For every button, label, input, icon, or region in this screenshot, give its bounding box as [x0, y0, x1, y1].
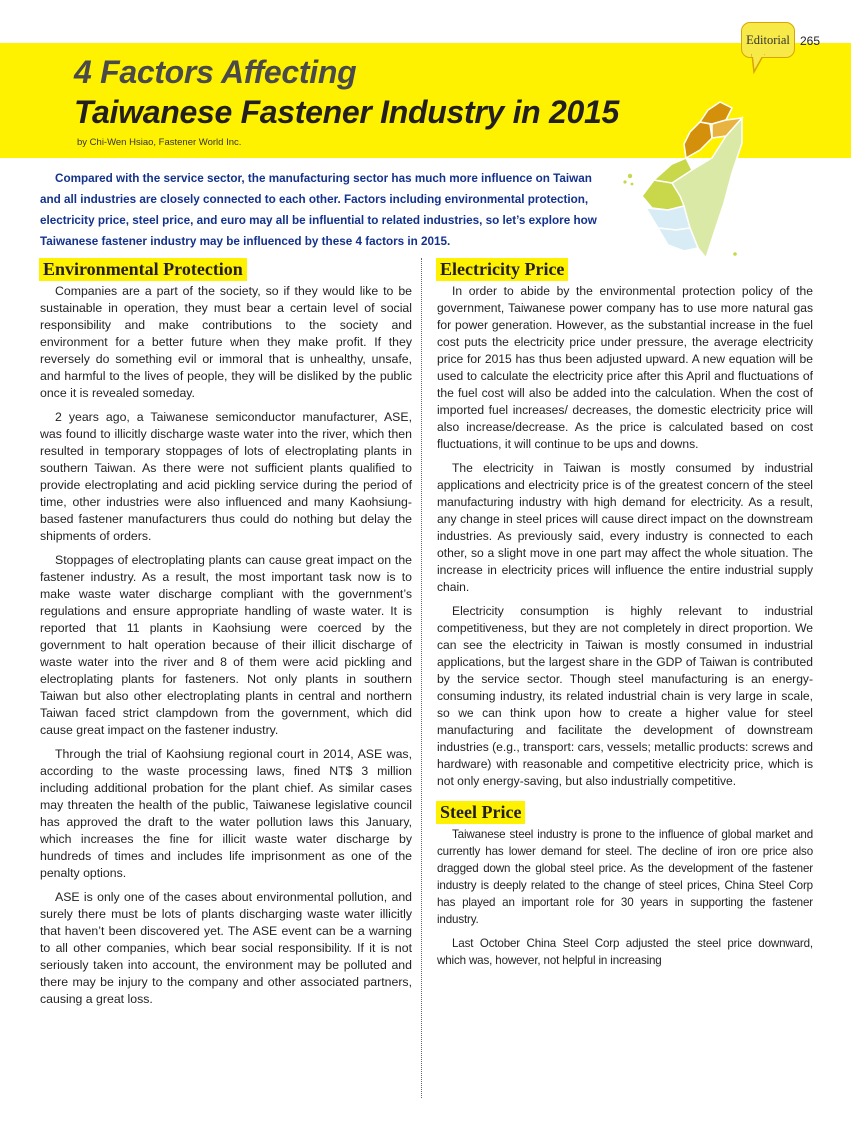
page-number: 265: [800, 34, 821, 48]
column-divider: [421, 258, 422, 1098]
heading-steel-price: Steel Price: [436, 801, 525, 824]
speech-tail-icon: [750, 54, 770, 74]
steel-paragraph-1: Taiwanese steel industry is prone to the influence of global market and currently has lower demand for steel. The decline of iron ore price also dragged down the global steel price. As the development of the fastener industry is deeply related to the change of steel prices, China Steel Corp has played an important role for 30 years in supporting the fastener industry.: [437, 828, 813, 926]
elec-paragraph-3: Electricity consumption is highly relevant to industrial competitiveness, but they are not completely in direct proportion. We can see the electricity in Taiwan is mostly consumed in industrial applications, but the largest share in the GDP of Taiwan is contributed by the service sector. Though steel manufacturing is an energy-consuming industry, its related industrial chain is very large in scale, so we can think upon how to create a higher value for steel manufacturing and facilitate the development of downstream industries (e.g., transport: cars, vessels; metallic products: screws and hardware) with reasonable and competitive electricity price, which is not only energy-saving, but also industrially competitive.: [437, 604, 813, 788]
title-line-2: Taiwanese Fastener Industry in 2015: [74, 94, 619, 130]
intro-paragraph: Compared with the service sector, the manufacturing sector has much more influence on Taiwan and all industries are closely connected to each other. Factors including environmental protection, electricity price, steel price, and euro may all be influential to related industries, so let’s explore how Taiwanese fastener industry may be influenced by these 4 factors in 2015.: [40, 172, 597, 248]
env-paragraph-3: Stoppages of electroplating plants can cause great impact on the fastener industry. As a result, the most important task now is to make waste water discharge compliant with the government’s regulations and ensure appropriate handling of waste water. It is reported that 11 plants in Kaohsiung were coerced by the government to halt operation because of their illicit discharge of waste water into the river and 8 of them were acid pickling and electroplating plants for fasteners. Not only plants in southern Taiwan but also other electroplating plants in central and northern Taiwan faced strict clampdown from the government, which did cause great impact on the fastener industry.: [40, 553, 412, 737]
left-column: [40, 258, 412, 1015]
steel-section: [437, 797, 813, 969]
env-paragraph-2: 2 years ago, a Taiwanese semiconductor manufacturer, ASE, was found to illicitly discharge waste water into the river, which then resulted in temporary stoppages of lots of electroplating plants in southern Taiwan. As there were not sufficient plants qualified to provide electroplating and acid pickling service during the period of time, other industries were also influenced and many Kaohsiung-based fastener manufacturers thus could do nothing but delay the shipments of orders.: [40, 410, 412, 543]
heading-environmental-protection: Environmental Protection: [39, 258, 247, 281]
steel-paragraph-2: Last October China Steel Corp adjusted the steel price downward, which was, however, not helpful in increasing: [437, 937, 813, 967]
env-paragraph-1: Companies are a part of the society, so if they would like to be sustainable in operation, they must bear a certain level of social responsibility and make contributions to the society and environment for a better future when they make profit. If they reversely do something evil or immoral that is unhealthy, unsafe, and harmful to the lives of people, they will be disliked by the public once it is revealed someday.: [40, 284, 412, 400]
heading-electricity-price: Electricity Price: [436, 258, 568, 281]
env-paragraph-5: ASE is only one of the cases about environmental pollution, and surely there must be lots of plants discharging waste water illicitly that haven’t been discovered yet. The ASE event can be a warning to all other companies, which bear social responsibility. If it is not seriously taken into account, the environment may be polluted and there may be injury to the company and other associated partners, causing a great loss.: [40, 890, 412, 1006]
title-line-1: 4 Factors Affecting: [74, 54, 357, 90]
section-badge: [741, 22, 795, 58]
section-label: Editorial: [746, 32, 790, 47]
elec-paragraph-1: In order to abide by the environmental protection policy of the government, Taiwanese power company has to use more natural gas for power generation. However, as the substantial increase in the fuel cost puts the electricity price under pressure, the average electricity price for 2015 has thus been adjusted upward. A new equation will be used to calculate the electricity price after this April and fluctuations of the fuel cost will also be added into the calculation. When the cost of imported fuel increases/ decreases, the domestic electricity price will also increase/decrease. As the price is calculated based on cost fluctuations, it will continue to be ups and downs.: [437, 284, 813, 451]
elec-paragraph-2: The electricity in Taiwan is mostly consumed by industrial applications and electricity price is of the greatest concern of the steel manufacturing industry with high demand for electricity. As a result, any change in steel prices will cause direct impact on the downstream industries. As previously said, every industry is connected to each other, so a slight move in one part may affect the whole situation. The increase in electricity prices will influence the entire industrial supply chain.: [437, 461, 813, 594]
env-paragraph-4: Through the trial of Kaohsiung regional court in 2014, ASE was, according to the waste processing laws, fined NT$ 3 million including additional probation for the plant chief. As similar cases may threaten the health of the public, Taiwanese legislative council has approved the draft to the water pollution laws this January, which increases the fine for illicit waste water discharge by hundreds of times and includes life imprisonment as one of the penalty options.: [40, 747, 412, 880]
right-column: [437, 258, 813, 976]
byline: by Chi-Wen Hsiao, Fastener World Inc.: [77, 137, 242, 148]
taiwan-map-icon: [614, 88, 754, 263]
